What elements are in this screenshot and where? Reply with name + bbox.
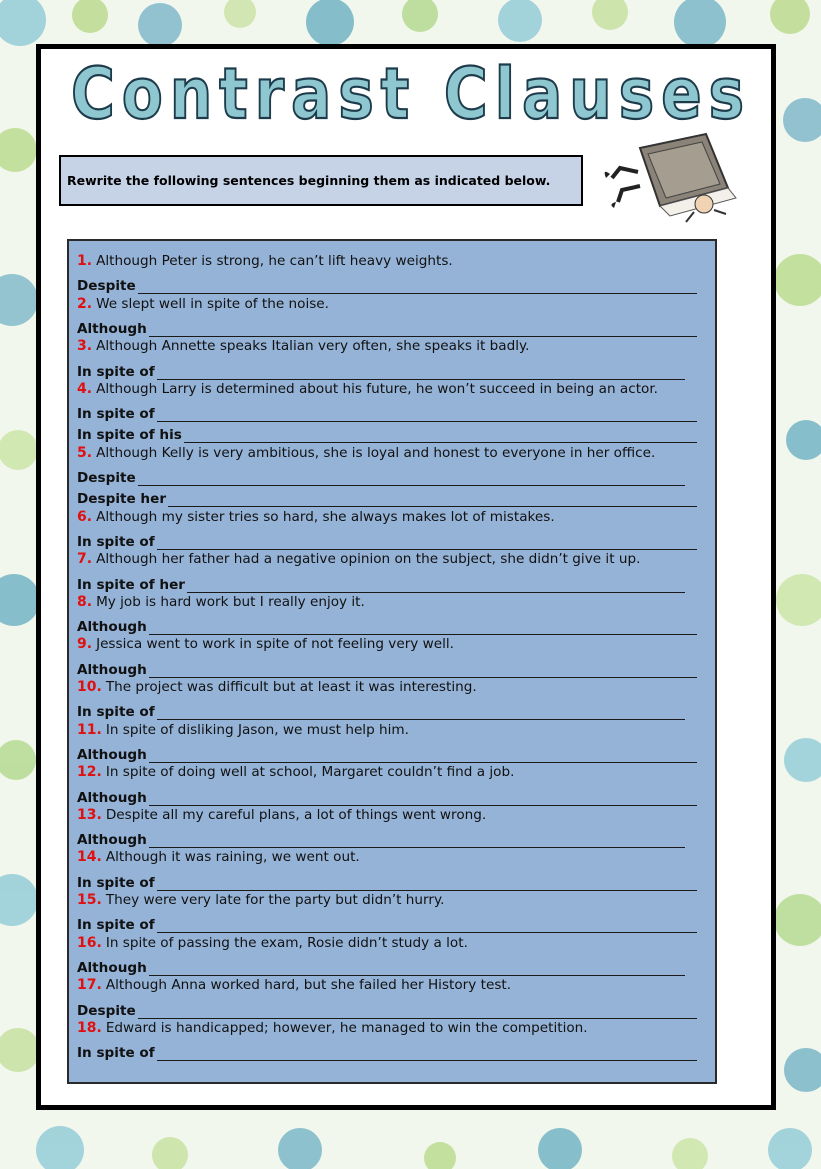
exercise-question: [77, 509, 707, 529]
answer-blank[interactable]: [157, 407, 697, 422]
answer-line[interactable]: [77, 487, 707, 507]
answer-prompt: In spite of her: [77, 576, 185, 593]
question-text: In spite of disliking Jason, we must help him.: [105, 721, 409, 738]
question-text: Although Anna worked hard, but she failed her History test.: [105, 977, 512, 994]
answer-line[interactable]: [77, 360, 707, 380]
answer-prompt: Despite her: [77, 491, 167, 508]
question-number: 16.: [77, 934, 102, 951]
answer-blank[interactable]: [157, 535, 697, 550]
exercise-panel: [67, 239, 717, 1084]
question-number: 12.: [77, 764, 102, 781]
answer-prompt: In spite of: [77, 363, 155, 380]
question-number: 15.: [77, 892, 102, 908]
answer-blank[interactable]: [149, 620, 697, 635]
question-text: Although Peter is strong, he can’t lift heavy weights.: [96, 253, 453, 269]
answer-prompt: Despite: [77, 278, 136, 295]
page-title: [66, 52, 756, 135]
answer-line[interactable]: [77, 317, 707, 337]
exercise-question: [77, 253, 707, 273]
exercise-question: [77, 445, 707, 465]
question-number: 5.: [77, 444, 93, 461]
answer-prompt: Despite: [77, 1002, 136, 1019]
question-number: 14.: [77, 849, 102, 866]
exercise-question: [77, 807, 707, 827]
answer-blank[interactable]: [157, 1046, 697, 1061]
exercise-question: [77, 935, 707, 955]
answer-prompt: In spite of: [77, 874, 155, 891]
answer-line[interactable]: [77, 573, 707, 593]
answer-line[interactable]: [77, 402, 707, 422]
question-number: 3.: [77, 338, 93, 355]
question-text: Although it was raining, we went out.: [105, 849, 360, 866]
question-number: 1.: [77, 253, 93, 269]
question-number: 7.: [77, 551, 93, 568]
answer-blank[interactable]: [157, 918, 697, 933]
question-number: 10.: [77, 679, 102, 695]
question-text: Although Annette speaks Italian very often, she speaks it badly.: [96, 338, 530, 355]
question-number: 11.: [77, 721, 102, 738]
exercise-question: [77, 722, 707, 742]
answer-line[interactable]: [77, 700, 707, 720]
answer-prompt: Although: [77, 789, 147, 806]
answer-blank[interactable]: [149, 322, 697, 337]
question-text: Edward is handicapped; however, he managed to win the competition.: [105, 1019, 588, 1036]
question-text: My job is hard work but I really enjoy it.: [96, 593, 365, 610]
question-text: The project was difficult but at least it was interesting.: [105, 679, 477, 695]
question-text: Although Larry is determined about his future, he won’t succeed in being an actor.: [96, 380, 659, 397]
exercise-question: [77, 764, 707, 784]
answer-line[interactable]: [77, 828, 707, 848]
answer-line[interactable]: [77, 530, 707, 550]
answer-prompt: Despite: [77, 470, 136, 486]
book-character-icon: [598, 128, 748, 224]
answer-prompt: Although: [77, 746, 147, 763]
question-text: Despite all my careful plans, a lot of things went wrong.: [105, 806, 487, 823]
question-text: In spite of doing well at school, Margaret couldn’t find a job.: [105, 764, 515, 781]
answer-line[interactable]: [77, 871, 707, 891]
question-text: Jessica went to work in spite of not feeling very well.: [96, 636, 455, 653]
answer-prompt: In spite of: [77, 533, 155, 550]
answer-prompt: In spite of: [77, 1045, 155, 1062]
answer-line[interactable]: [77, 956, 707, 976]
question-number: 9.: [77, 636, 93, 653]
answer-line[interactable]: [77, 1041, 707, 1061]
exercise-question: [77, 296, 707, 316]
answer-prompt: Although: [77, 832, 147, 849]
answer-line[interactable]: [77, 423, 707, 443]
answer-blank[interactable]: [138, 279, 697, 294]
exercise-question: [77, 849, 707, 869]
question-text: We slept well in spite of the noise.: [96, 295, 329, 312]
answer-line[interactable]: [77, 615, 707, 635]
answer-blank[interactable]: [149, 791, 697, 806]
question-number: 13.: [77, 806, 102, 823]
exercise-question: [77, 977, 707, 997]
answer-blank[interactable]: [157, 365, 685, 380]
answer-blank[interactable]: [138, 1004, 697, 1019]
answer-blank[interactable]: [157, 705, 685, 720]
question-text: Although Kelly is very ambitious, she is loyal and honest to everyone in her office.: [96, 444, 656, 461]
answer-blank[interactable]: [149, 961, 685, 976]
exercise-question: [77, 636, 707, 656]
question-number: 17.: [77, 977, 102, 994]
answer-line[interactable]: [77, 658, 707, 678]
answer-blank[interactable]: [149, 748, 697, 763]
answer-blank[interactable]: [138, 471, 685, 486]
question-text: Although my sister tries so hard, she always makes lot of mistakes.: [96, 508, 555, 525]
answer-line[interactable]: [77, 743, 707, 763]
answer-prompt: Although: [77, 320, 147, 337]
question-number: 8.: [77, 593, 93, 610]
answer-blank[interactable]: [187, 578, 685, 593]
question-number: 4.: [77, 380, 93, 397]
answer-prompt: In spite of: [77, 704, 155, 721]
question-text: In spite of passing the exam, Rosie didn’t study a lot.: [105, 934, 468, 951]
answer-prompt: Although: [77, 661, 147, 678]
answer-prompt: Although: [77, 619, 147, 636]
question-number: 2.: [77, 295, 93, 312]
answer-line[interactable]: [77, 999, 707, 1019]
answer-blank[interactable]: [157, 876, 697, 891]
answer-line[interactable]: [77, 466, 707, 486]
exercise-question: [77, 338, 707, 358]
exercise-question: [77, 594, 707, 614]
answer-prompt: Although: [77, 959, 147, 976]
question-text: They were very late for the party but didn’t hurry.: [105, 892, 445, 908]
answer-prompt: In spite of: [77, 406, 155, 423]
answer-line[interactable]: [77, 786, 707, 806]
instruction-box: Rewrite the following sentences beginning them as indicated below.: [59, 155, 583, 206]
exercise-question: [77, 381, 707, 401]
answer-blank[interactable]: [184, 428, 697, 443]
answer-blank[interactable]: [149, 663, 697, 678]
answer-line[interactable]: [77, 913, 707, 933]
answer-prompt: In spite of: [77, 917, 155, 934]
exercise-question: [77, 1020, 707, 1040]
answer-prompt: In spite of his: [77, 427, 182, 444]
exercise-question: [77, 551, 707, 571]
answer-blank[interactable]: [168, 492, 697, 507]
title-text: Contrast Clauses: [71, 53, 751, 135]
question-number: 6.: [77, 508, 93, 525]
answer-line[interactable]: [77, 274, 707, 294]
exercise-question: [77, 892, 707, 912]
exercise-question: [77, 679, 707, 699]
question-text: Although her father had a negative opinion on the subject, she didn’t give it up.: [96, 551, 641, 568]
answer-blank[interactable]: [149, 833, 685, 848]
question-number: 18.: [77, 1019, 102, 1036]
